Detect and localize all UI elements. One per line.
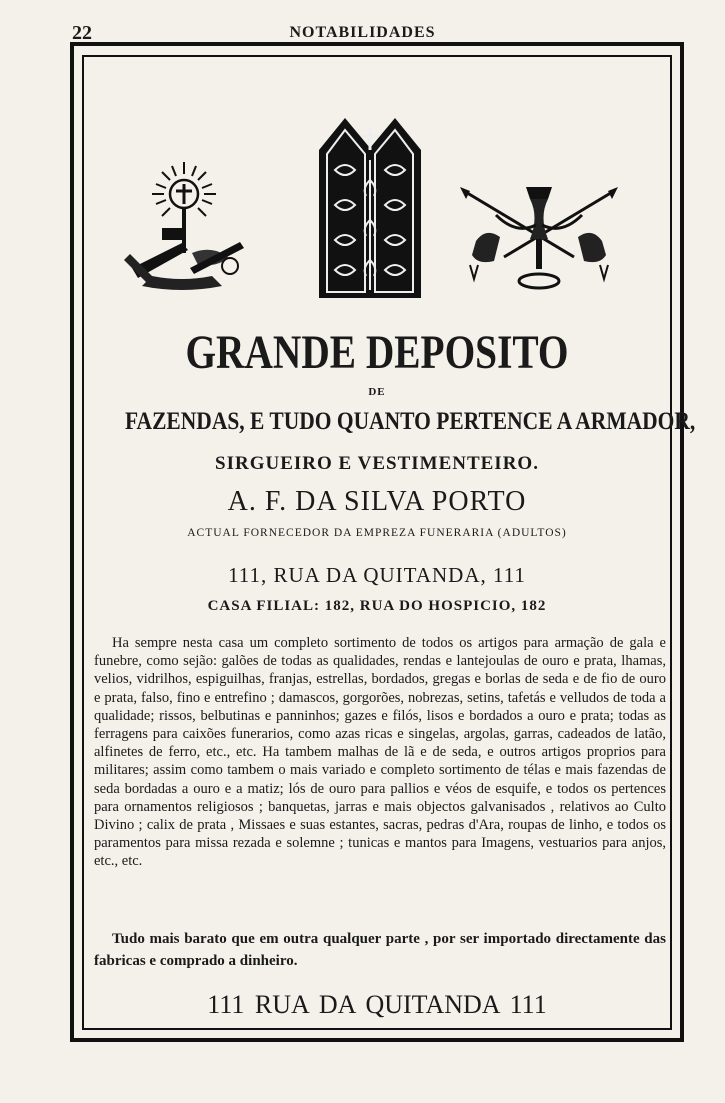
advert-body xyxy=(94,634,666,871)
advert-title: GRANDE DEPOSITO xyxy=(185,326,569,379)
running-title: NOTABILIDADES xyxy=(289,24,436,41)
advert-closing-paragraph: Tudo mais barato que em outra qualquer parte , por ser importado directamente das fabricas e comprado a dinheiro. xyxy=(94,931,666,969)
page-number: 22 xyxy=(72,22,92,44)
ornate-stole-icon xyxy=(315,110,425,306)
advert-body-paragraph: Ha sempre nesta casa um completo sortimento de todos os artigos para armação de gala e funebre, como sejão: galões de todas as qualidades, rendas e lantejoulas de ouro e prata, lhamas, velios, vidrilhos, espiguilhas, franjas, estrellas, bordados, gregas e borlas de seda e de fio de ouro e prata, falso, fino e entrefino ; damascos, gorgorões, nobrezas, setins, tafetás e velludos de toda a qualidade; rissos, belbutinas e panninhos; gazes e filós, lisos e bordados a ouro e prata; todas as ferragens para caixões funerarios, como azas ricas e singelas, argolas, garras, cadeados de latão, alfinetes de ferro, etc., etc. Ha tambem malhas de lã e de seda, e outros artigos proprios para militares; assim como tambem o mais variado e completo sortimento de télas e mais fazendas de seda bordadas a ouro e a matiz; lós de ouro para pallios e véos de esquife, e todos os pertences para ornamentos religiosos ; banquetas, jarras e mais objectos galvanisados , relativos ao Culto Divino ; calix de prata , Missaes e suas estantes, sacras, pedras d'Ara, roupas de linho, e todos os paramentos para missa rezada e solemne ; tunicas e mantos para Imagens, vestuarios para anjos, etc., etc. xyxy=(94,635,666,870)
advert-address-main: 111, RUA DA QUITANDA, 111 xyxy=(228,563,526,587)
advert-address-footer: 111 RUA DA QUITANDA 111 xyxy=(207,990,547,1019)
advert-fornecedor: ACTUAL FORNECEDOR DA EMPREZA FUNERARIA (ADULTOS) xyxy=(187,527,567,539)
advert-fazendas-line: FAZENDAS, E TUDO QUANTO PERTENCE A ARMADOR, xyxy=(125,408,696,435)
advert-casa-filial: CASA FILIAL: 182, RUA DO HOSPICIO, 182 xyxy=(207,598,547,614)
advert-proprietor: A. F. DA SILVA PORTO xyxy=(227,486,527,517)
crossed-staffs-and-chalice-icon xyxy=(456,185,622,297)
advert-closing xyxy=(94,928,666,972)
sunburst-cross-and-hammer-icon xyxy=(122,158,262,298)
running-head xyxy=(0,18,725,44)
advert-sirgueiro-line: SIRGUEIRO E VESTIMENTEIRO. xyxy=(215,453,539,474)
advert-de: DE xyxy=(368,386,386,398)
